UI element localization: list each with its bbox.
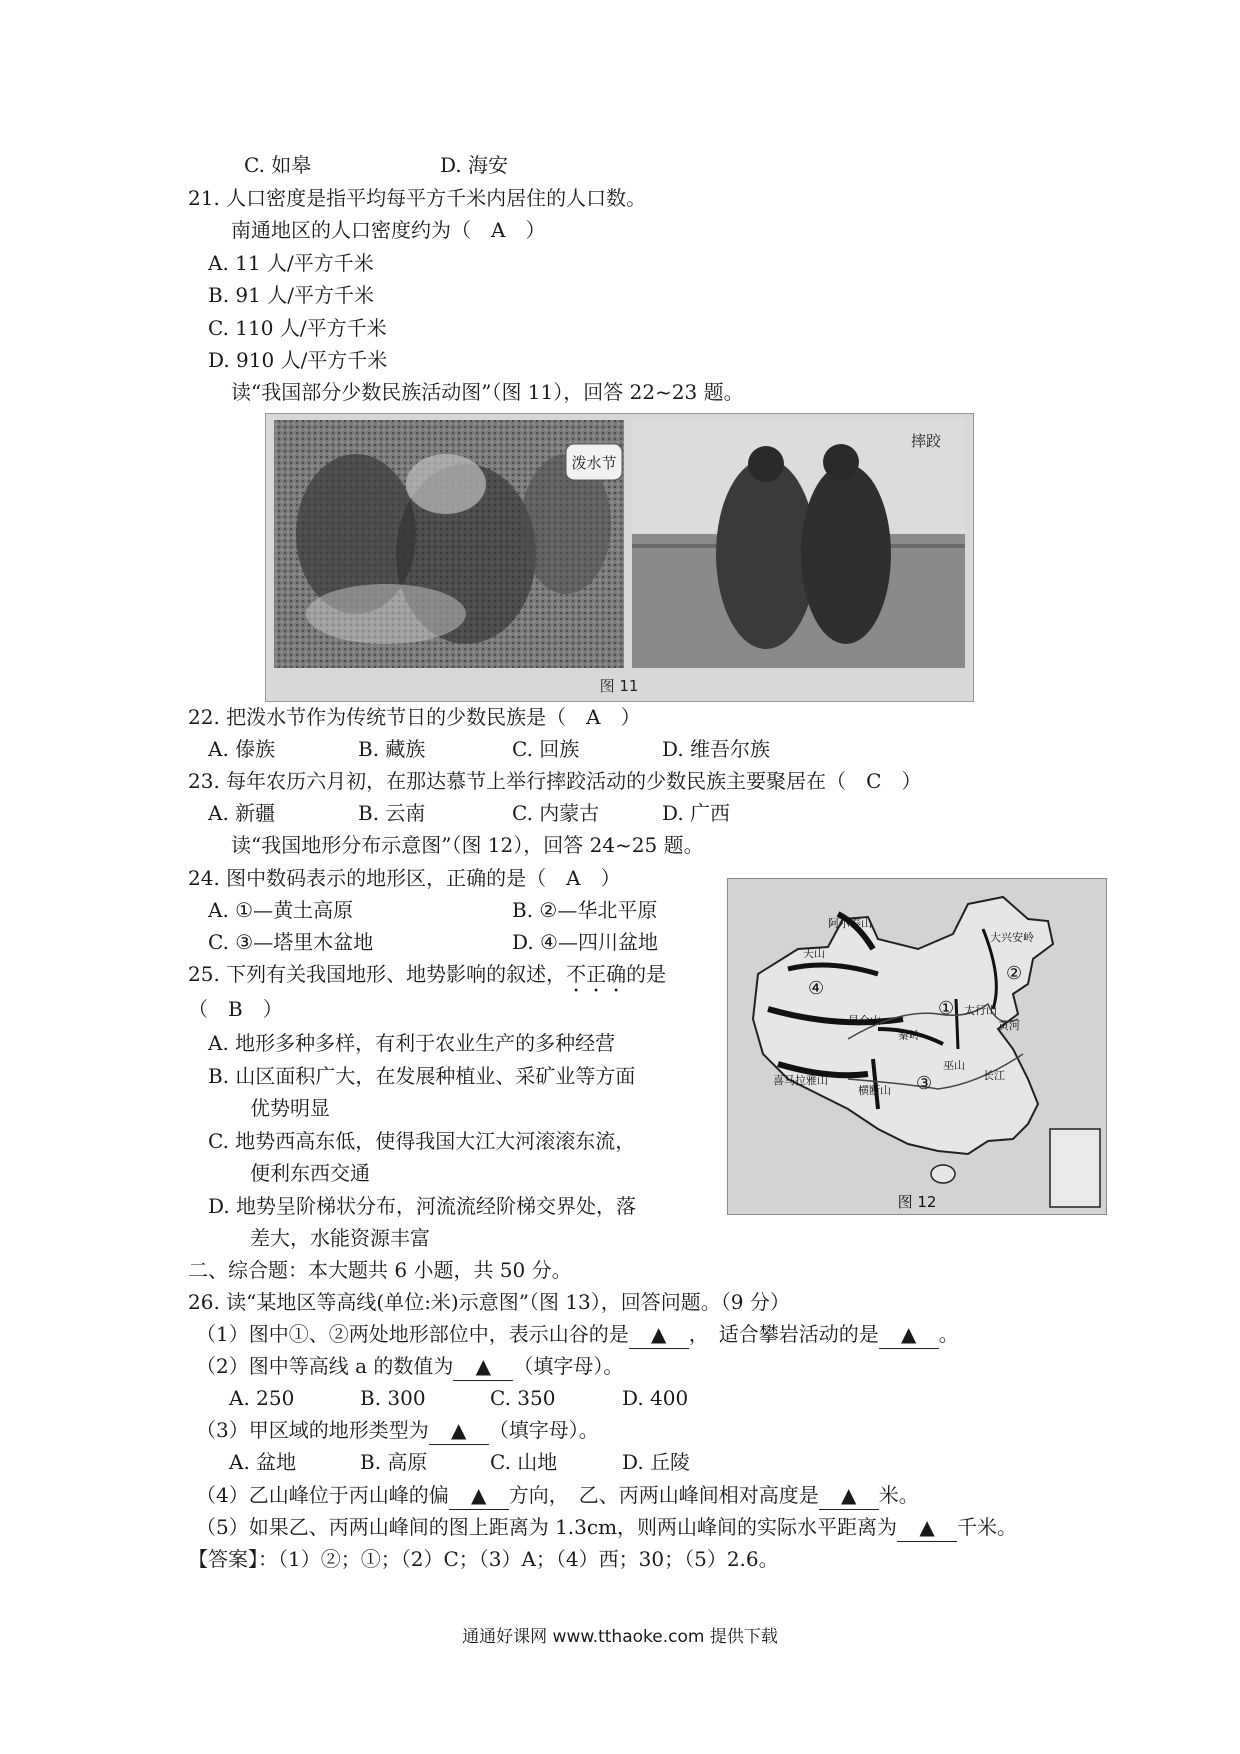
q21-option-a: A. 11 人/平方千米 [208, 251, 374, 275]
q21-option-c: C. 110 人/平方千米 [208, 316, 387, 340]
q26-p5-text: （5）如果乙、丙两山峰间的图上距离为 1.3cm，则两山峰间的实际水平距离为 [196, 1515, 898, 1539]
intro-q22-23: 读“我国部分少数民族活动图”（图 11），回答 22~23 题。 [231, 380, 744, 404]
q26-p4-text: （4）乙山峰位于丙山峰的偏 [196, 1483, 449, 1507]
q26-answer: 【答案】：（1）②；①；（2）C；（3）A；（4）西；30；（5）2.6。 [188, 1547, 779, 1571]
q25-option-a: A. 地形多种多样，有利于农业生产的多种经营 [208, 1031, 616, 1055]
south-china-sea-inset [1050, 1129, 1100, 1207]
q25-option-b-line2: 优势明显 [250, 1096, 330, 1120]
q26-p4-blank-1[interactable]: ▲ [449, 1481, 509, 1510]
q26-p3-blank[interactable]: ▲ [429, 1416, 489, 1445]
label-wushan: 巫山 [943, 1059, 965, 1072]
marker-1: ① [938, 998, 955, 1019]
q26-p3-option-b: B. 高原 [360, 1450, 428, 1474]
q26-p1-blank-1[interactable]: ▲ [629, 1320, 689, 1349]
q22-option-d: D. 维吾尔族 [662, 737, 771, 761]
q24-option-b: B. ②—华北平原 [512, 898, 658, 922]
figure-12-map [727, 878, 1107, 1215]
q23-stem: 23. 每年农历六月初，在那达慕节上举行摔跤活动的少数民族主要聚居在（ C ） [188, 769, 922, 793]
q24-option-a: A. ①—黄土高原 [208, 898, 354, 922]
q25-stem-pre: 25. 下列有关我国地形、地势影响的叙述， [188, 962, 567, 986]
q26-p3-option-a: A. 盆地 [229, 1450, 297, 1474]
label-altai: 阿尔泰山 [828, 917, 872, 930]
q25-option-b-line1: B. 山区面积广大，在发展种植业、采矿业等方面 [208, 1064, 636, 1088]
q26-p1-blank-2[interactable]: ▲ [879, 1320, 939, 1349]
label-qinling: 秦岭 [898, 1029, 920, 1042]
hainan-island [931, 1165, 955, 1183]
q26-p2-option-d: D. 400 [622, 1386, 689, 1410]
q25-option-d-line2: 差大，水能资源丰富 [250, 1226, 430, 1250]
q26-part2 [196, 1352, 623, 1381]
q20-option-c: C. 如皋 [244, 153, 312, 177]
marker-2: ② [1006, 963, 1023, 984]
figure-11-caption: 图 11 [599, 677, 639, 695]
q22-option-b: B. 藏族 [358, 737, 426, 761]
q26-stem: 26. 读“某地区等高线(单位:米)示意图”（图 13），回答问题。（9 分） [188, 1290, 790, 1314]
q22-option-a: A. 傣族 [208, 737, 276, 761]
q26-p4-post: 米。 [878, 1483, 919, 1507]
q26-p3-text: （3）甲区域的地形类型为 [196, 1418, 429, 1442]
q24-stem: 24. 图中数码表示的地形区，正确的是（ A ） [188, 866, 621, 890]
intro-q24-25: 读“我国地形分布示意图”（图 12），回答 24~25 题。 [231, 833, 704, 857]
q26-p2-blank[interactable]: ▲ [453, 1352, 513, 1381]
q23-option-c: C. 内蒙古 [512, 801, 600, 825]
q21-stem-line1: 21. 人口密度是指平均每平方千米内居住的人口数。 [188, 186, 647, 210]
q26-part5 [196, 1513, 1017, 1542]
q25-stem [188, 960, 666, 997]
q23-option-a: A. 新疆 [208, 801, 276, 825]
marker-4: ④ [808, 978, 825, 999]
section-2-heading: 二、综合题：本大题共 6 小题，共 50 分。 [188, 1258, 572, 1282]
label-yellow-river: 黄河 [998, 1019, 1020, 1032]
label-yangtze: 长江 [983, 1069, 1005, 1082]
label-tianshan: 天山 [803, 947, 825, 960]
q20-option-d: D. 海安 [440, 153, 509, 177]
q26-p1-end: 。 [938, 1322, 959, 1346]
marker-3: ③ [916, 1073, 933, 1094]
q23-option-b: B. 云南 [358, 801, 426, 825]
q24-option-c: C. ③—塔里木盆地 [208, 930, 374, 954]
q25-stem-post: 的是 [626, 962, 667, 986]
q26-p2-option-c: C. 350 [490, 1386, 556, 1410]
q21-option-b: B. 91 人/平方千米 [208, 283, 374, 307]
wrestling-photo [632, 420, 965, 668]
label-wrestling: 摔跤 [910, 432, 942, 450]
figure-11-photos [265, 413, 974, 702]
q26-p3-option-c: C. 山地 [490, 1450, 558, 1474]
q24-option-d: D. ④—四川盆地 [512, 930, 658, 954]
q26-p2-text: （2）图中等高线 a 的数值为 [196, 1354, 454, 1378]
q25-option-c-line1: C. 地势西高东低，使得我国大江大河滚滚东流， [208, 1129, 636, 1153]
q26-p2-option-a: A. 250 [229, 1386, 295, 1410]
q26-p3-post: （填字母）。 [488, 1418, 599, 1442]
page-footer: 通通好课网 www.tthaoke.com 提供下载 [462, 1627, 778, 1647]
q26-p1-mid: ， 适合攀岩活动的是 [688, 1322, 879, 1346]
q22-stem: 22. 把泼水节作为传统节日的少数民族是（ A ） [188, 705, 641, 729]
q26-part4 [196, 1481, 919, 1510]
q25-answer: （ B ） [188, 997, 283, 1021]
water-festival-photo [274, 420, 624, 668]
q25-option-c-line2: 便利东西交通 [250, 1161, 370, 1185]
q23-option-d: D. 广西 [662, 801, 731, 825]
q26-part1 [196, 1320, 959, 1349]
q26-p2-post: （填字母）。 [513, 1354, 624, 1378]
figure-12-caption: 图 12 [897, 1193, 937, 1211]
label-himalaya: 喜马拉雅山 [773, 1074, 828, 1087]
label-kunlun: 昆仑山 [848, 1014, 881, 1027]
q26-p5-blank[interactable]: ▲ [897, 1513, 957, 1542]
q25-emphasis: 不正确 [566, 962, 627, 986]
label-hengduan: 横断山 [858, 1084, 891, 1097]
q26-p4-blank-2[interactable]: ▲ [819, 1481, 879, 1510]
q26-p4-mid: 方向， 乙、丙两山峰间相对高度是 [508, 1483, 819, 1507]
q25-option-d-line1: D. 地势呈阶梯状分布，河流流经阶梯交界处，落 [208, 1194, 637, 1218]
q22-option-c: C. 回族 [512, 737, 580, 761]
label-daxinganling: 大兴安岭 [990, 931, 1034, 944]
q26-p3-option-d: D. 丘陵 [622, 1450, 691, 1474]
q21-option-d: D. 910 人/平方千米 [208, 348, 388, 372]
label-water-festival: 泼水节 [571, 454, 617, 472]
q26-part3 [196, 1416, 599, 1445]
label-taihang: 太行山 [964, 1004, 997, 1017]
q26-p1-text: （1）图中①、②两处地形部位中，表示山谷的是 [196, 1322, 629, 1346]
q26-p5-post: 千米。 [957, 1515, 1018, 1539]
q26-p2-option-b: B. 300 [360, 1386, 426, 1410]
q21-stem-line2: 南通地区的人口密度约为（ A ） [231, 218, 546, 242]
taihang-mountains [956, 999, 958, 1049]
